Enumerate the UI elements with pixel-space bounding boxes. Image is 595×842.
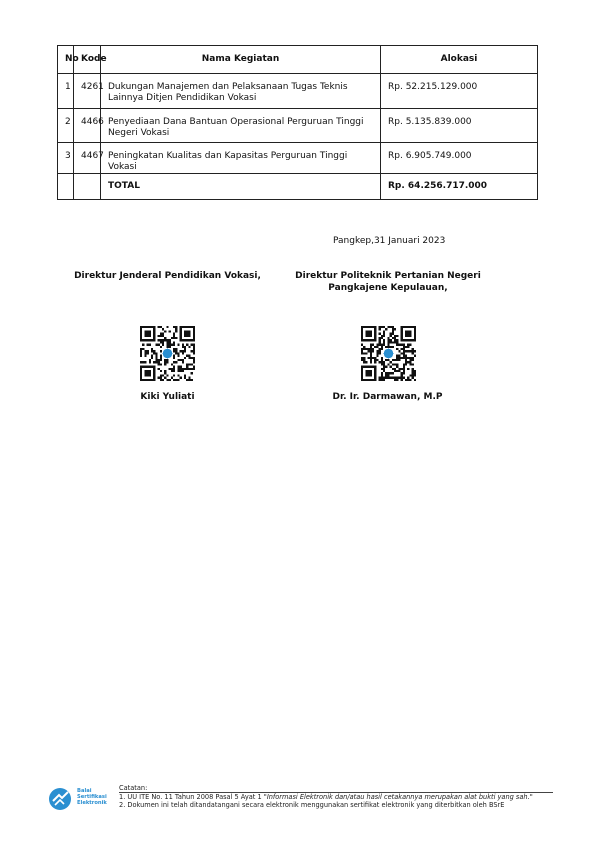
right-signatory-name: Dr. Ir. Darmawan, M.P [332,392,443,402]
qr-code-right [361,326,416,381]
header-nama-kegiatan: Nama Kegiatan [101,46,381,74]
cell-nama: Penyediaan Dana Bantuan Operasional Perguruan Tinggi Negeri Vokasi [101,109,381,143]
cell-alokasi: Rp. 5.135.839.000 [381,109,538,143]
cell-alokasi: Rp. 6.905.749.000 [381,143,538,174]
total-label: TOTAL [101,174,381,200]
right-signatory-title [280,270,496,294]
bsre-logo-icon [47,786,75,812]
cell-no: 3 [58,143,74,174]
cell-nama: Dukungan Manajemen dan Pelaksanaan Tugas Teknis Lainnya Ditjen Pendidikan Vokasi [101,74,381,109]
table-total-row [58,174,538,200]
bsre-logo-text: Balai Sertifikasi Elektronik [77,788,107,806]
qr-code-left [140,326,195,381]
header-no: No [58,46,74,74]
footer-notes [119,784,553,809]
header-kode: Kode [74,46,101,74]
cell-no: 2 [58,109,74,143]
cell-empty [58,174,74,200]
cell-nama: Peningkatan Kualitas dan Kapasitas Perguruan Tinggi Vokasi [101,143,381,174]
table-row [58,143,538,174]
right-title-line1: Direktur Politeknik Pertanian Negeri [295,271,481,281]
total-value: Rp. 64.256.717.000 [381,174,538,200]
cell-kode: 4261 [74,74,101,109]
table-header-row [58,46,538,74]
cell-empty [74,174,101,200]
cell-kode: 4467 [74,143,101,174]
bsre-logo [47,786,115,812]
cell-no: 1 [58,74,74,109]
allocation-table [57,45,538,200]
header-alokasi: Alokasi [381,46,538,74]
left-signatory-title: Direktur Jenderal Pendidikan Vokasi, [74,271,261,281]
note-title: Catatan: [119,784,553,793]
note-1: 1. UU ITE No. 11 Tahun 2008 Pasal 5 Ayat 1 "Informasi Elektronik dan/atau hasil cetakannya merupakan alat bukti yang sah." [119,793,533,801]
place-date: Pangkep,31 Januari 2023 [333,236,446,246]
note-2: 2. Dokumen ini telah ditandatangani secara elektronik menggunakan sertifikat elektronik yang diterbitkan oleh BSrE [119,801,505,809]
cell-kode: 4466 [74,109,101,143]
table-row [58,109,538,143]
right-title-line2: Pangkajene Kepulauan, [328,283,448,293]
cell-alokasi: Rp. 52.215.129.000 [381,74,538,109]
table-row [58,74,538,109]
left-signatory-name: Kiki Yuliati [140,392,195,402]
